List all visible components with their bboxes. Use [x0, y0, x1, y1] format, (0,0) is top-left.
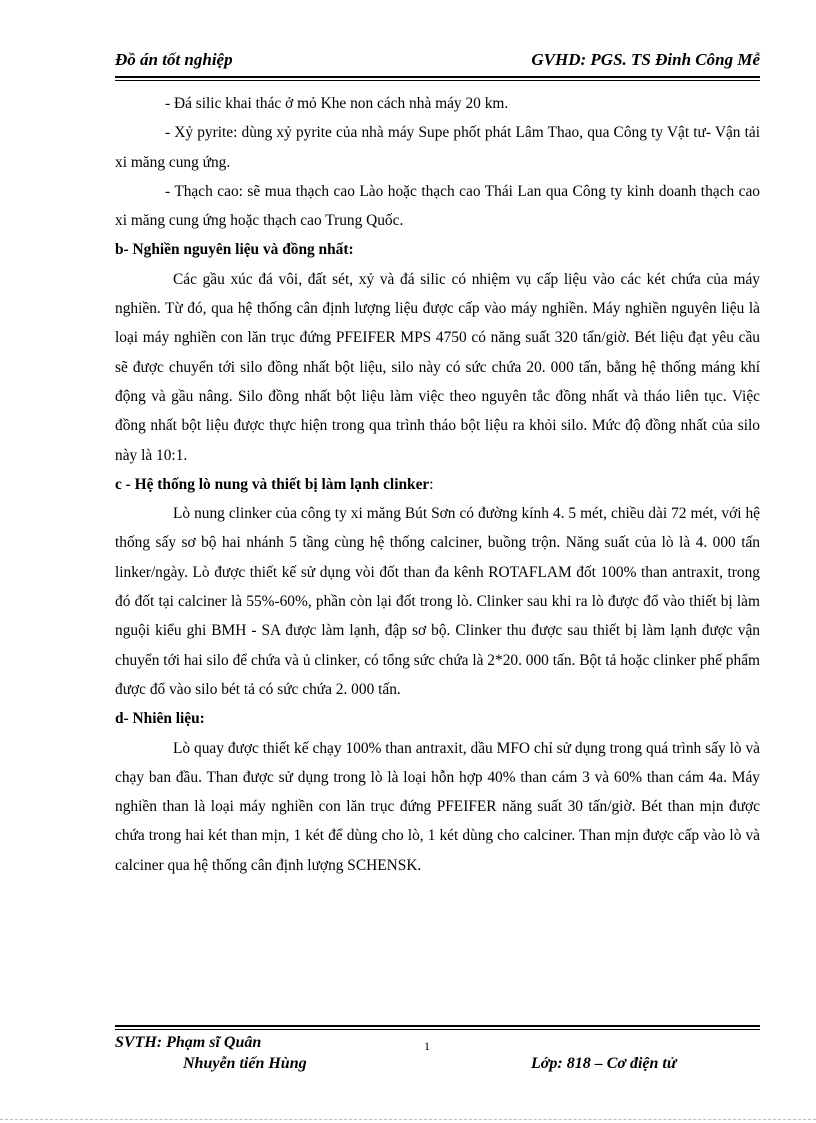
page-bottom-border: [0, 1119, 816, 1120]
list-item-pyrite: - Xỷ pyrite: dùng xỷ pyrite của nhà máy Supe phốt phát Lâm Thao, qua Công ty Vật tư- Vận tải xi măng cung ứng.: [115, 124, 760, 171]
footer-student-2: Nhuyễn tiến Hùng: [183, 1055, 307, 1072]
footer-rule-thick: [115, 1025, 760, 1027]
section-heading-b: b- Nghiền nguyên liệu và đồng nhất:: [115, 241, 354, 259]
paragraph-c: Lò nung clinker của công ty xi măng Bút Sơn có đường kính 4. 5 mét, chiều dài 72 mét, với hệ thống sấy sơ bộ hai nhánh 5 tầng cùng hệ thống calciner, buồng trộn. Năng suất của lò là 4. 000 tấn linker/ngày. Lò được thiết kế sử dụng vòi đốt than đa kênh ROTAFLAM đốt 100% than antraxit, trong đó đốt tại calciner là 55%-60%, phần còn lại đốt trong lò. Clinker sau khi ra lò được đổ vào thiết bị làm nguội kiểu ghi BMH - SA được làm lạnh, đập sơ bộ. Clinker thu được sau thiết bị làm lạnh được vận chuyển tới hai silo để chứa và ủ clinker, có tổng sức chứa là 2*20. 000 tấn. Bột tả hoặc clinker phế phẩm được đổ vào silo bét tả có sức chứa 2. 000 tấn.: [115, 505, 760, 698]
header-rule-thin: [115, 80, 760, 81]
section-heading-c-colon: :: [429, 475, 434, 493]
paragraph-b: Các gầu xúc đá vôi, đất sét, xỷ và đá silic có nhiệm vụ cấp liệu vào các két chứa của máy nghiền. Từ đó, qua hệ thống cân định lượng liệu được cấp vào máy nghiền. Máy nghiền nguyên liệu là loại máy nghiền con lăn trục đứng PFEIFER MPS 4750 có năng suất 320 tấn/giờ. Bét liệu đạt yêu cầu sẽ được chuyển tới silo đồng nhất bột liệu, silo này có sức chứa 20. 000 tấn, bằng hệ thống máng khí động và gầu nâng. Silo đồng nhất bột liệu làm việc theo nguyên tắc đồng nhất và tháo liên tục. Việc đồng nhất bột liệu được thực hiện trong qua trình tháo bột liệu ra khỏi silo. Mức độ đồng nhất của silo này là 10:1.: [115, 270, 760, 464]
section-heading-d: d- Nhiên liệu:: [115, 710, 205, 728]
header-rule-thick: [115, 76, 760, 78]
header-title: Đồ án tốt nghiệp: [115, 50, 233, 69]
footer-rule-thin: [115, 1029, 760, 1030]
section-heading-c: [115, 470, 760, 499]
list-item-silic: - Đá silic khai thác ở mỏ Khe non cách nhà máy 20 km.: [165, 95, 509, 112]
page-number: 1: [424, 1039, 430, 1053]
footer-class: Lớp: 818 – Cơ điện tử: [531, 1055, 677, 1072]
document-body: [115, 89, 760, 880]
paragraph-d: Lò quay được thiết kế chạy 100% than antraxit, dầu MFO chỉ sử dụng trong quá trình sấy lò và chạy ban đầu. Than được sử dụng trong lò là loại hỗn hợp 40% than cám 3 và 60% than cám 4a. Máy nghiền than là loại máy nghiền con lăn trục đứng PFEIFER năng suất 30 tấn/giờ. Bét than mịn được chứa trong hai két than mịn, 1 két để dùng cho lò, 1 két dùng cho calciner. Than mịn được cấp vào lò và calciner qua hệ thống cân định lượng SCHENSK.: [115, 739, 760, 874]
page-header: [115, 50, 760, 70]
header-advisor: GVHD: PGS. TS Đinh Công Mễ: [531, 50, 760, 69]
list-item-gypsum: - Thạch cao: sẽ mua thạch cao Lào hoặc thạch cao Thái Lan qua Công ty kinh doanh thạch cao xi măng cung ứng hoặc thạch cao Trung Quốc.: [115, 182, 760, 230]
section-heading-c-text: c - Hệ thống lò nung và thiết bị làm lạnh clinker: [115, 475, 430, 493]
footer-student-1: SVTH: Phạm sĩ Quân: [115, 1034, 262, 1051]
